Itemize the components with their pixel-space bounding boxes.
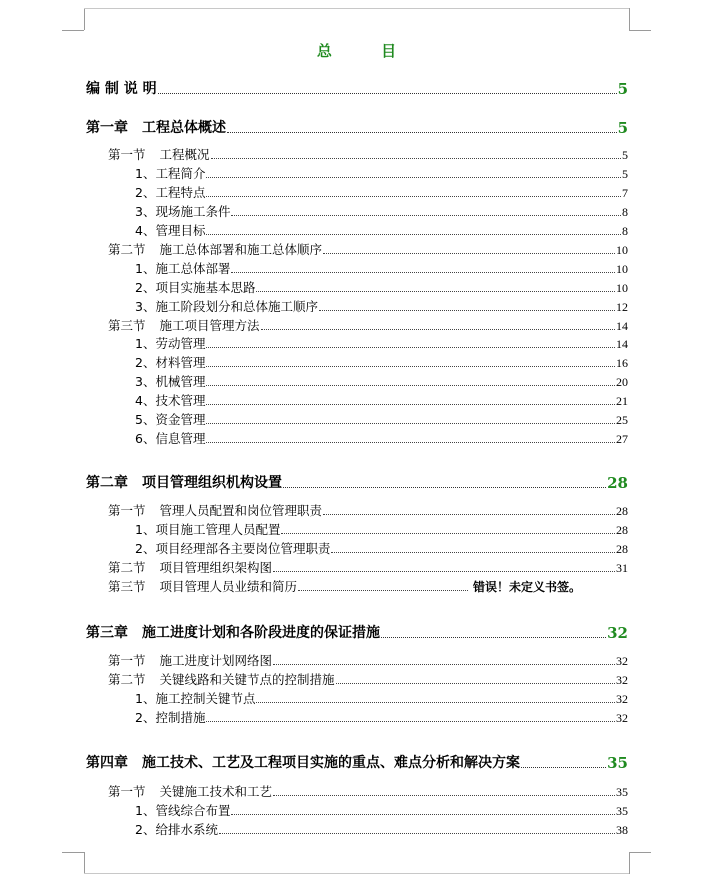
toc-page-number: 35 [607,754,628,772]
toc-section-number: 第一节 [108,147,146,162]
toc-entry-label: 3、施工阶段划分和总体施工顺序 [135,299,318,314]
toc-entry-label: 1、施工控制关键节点 [135,691,256,706]
toc-page-number: 28 [616,504,628,518]
toc-entry-section[interactable] [108,316,628,334]
toc-leader-dots [283,486,606,488]
toc-leader-dots [231,271,615,273]
toc-page-number: 10 [616,281,628,295]
toc-leader-dots [206,720,615,722]
toc-page-number: 20 [616,375,628,389]
toc-page-number: 8 [622,205,628,219]
toc-entry-section[interactable] [108,577,636,595]
toc-section-title: 关键施工技术和工艺 [159,784,273,799]
toc-page-number: 5 [622,148,628,162]
toc-entry-label: 1、项目施工管理人员配置 [135,522,281,537]
toc-entry-chapter[interactable] [86,117,628,137]
toc-leader-dots [158,92,617,94]
toc-entry-item[interactable] [135,410,628,428]
toc-entry-label: 4、管理目标 [135,223,206,238]
toc-leader-dots [298,589,468,591]
toc-page-number: 5 [622,167,628,181]
toc-page-number: 35 [616,804,628,818]
toc-leader-dots [256,701,615,703]
toc-section-title: 项目管理人员业绩和简历 [159,579,298,594]
toc-leader-dots [211,157,621,159]
toc-page-number: 28 [616,523,628,537]
toc-page-number: 31 [616,561,628,575]
toc-entry-item[interactable] [135,708,628,726]
toc-page-number: 27 [616,432,628,446]
toc-leader-dots [273,794,615,796]
toc-section-number: 第一节 [108,503,146,518]
toc-entry-section[interactable] [108,501,628,519]
toc-leader-dots [206,422,615,424]
toc-section-title: 施工项目管理方法 [159,318,260,333]
toc-entry-label [108,501,322,519]
toc-page-number: 12 [616,300,628,314]
toc-page-number: 28 [616,542,628,556]
toc-entry-item[interactable] [135,164,628,182]
toc-entry-label: 3、现场施工条件 [135,204,231,219]
toc-entry-item[interactable] [135,278,628,296]
toc-entry-label [108,240,322,258]
toc-entry-label: 第二章 项目管理组织机构设置 [86,475,282,491]
toc-entry-label: 编 制 说 明 [86,81,157,97]
toc-entry-item[interactable] [135,391,628,409]
toc-page-number: 10 [616,243,628,257]
toc-leader-dots [261,328,615,330]
toc-page-number: 14 [616,319,628,333]
toc-page-number: 35 [616,785,628,799]
toc-entry-item[interactable] [135,297,628,315]
toc-leader-dots [336,682,615,684]
toc-page-number: 5 [617,80,628,98]
toc-section-number: 第一节 [108,653,146,668]
toc-page-number: 14 [616,337,628,351]
toc-entry-item[interactable] [135,689,628,707]
toc-leader-dots [319,309,615,311]
toc-leader-dots [206,195,621,197]
toc-page-number: 16 [616,356,628,370]
toc-leader-dots [273,570,615,572]
toc-entry-label: 1、工程简介 [135,166,206,181]
toc-entry-chapter[interactable] [86,752,628,772]
toc-leader-dots [381,636,606,638]
toc-entry-item[interactable] [135,372,628,390]
toc-section-title: 施工总体部署和施工总体顺序 [159,242,323,257]
toc-entry-chapter[interactable] [86,472,628,492]
toc-page-number: 32 [616,673,628,687]
toc-entry-item[interactable] [135,259,628,277]
toc-entry-label: 2、工程特点 [135,185,206,200]
toc-page-number: 38 [616,823,628,837]
toc-leader-dots [323,252,615,254]
toc-page-number: 8 [622,224,628,238]
toc-section-title: 关键线路和关键节点的控制措施 [159,672,335,687]
toc-section-number: 第二节 [108,560,146,575]
toc-entry-section[interactable] [108,145,628,163]
toc-leader-dots [521,766,606,768]
toc-entry-item[interactable] [135,801,628,819]
toc-error-text: 错误！未定义书签。 [473,580,582,594]
toc-entry-label: 2、项目实施基本思路 [135,280,256,295]
toc-entry-label: 2、材料管理 [135,355,206,370]
toc-entry-chapter[interactable] [86,622,628,642]
toc-entry-item[interactable] [135,183,628,201]
page-title: 总 目 [316,42,419,60]
toc-entry-item[interactable] [135,429,628,447]
toc-entry-label: 1、施工总体部署 [135,261,231,276]
toc-leader-dots [281,532,615,534]
toc-entry-section[interactable] [108,558,628,576]
toc-entry-label: 3、机械管理 [135,374,206,389]
toc-leader-dots [206,403,615,405]
toc-leader-dots [227,131,617,133]
toc-leader-dots [273,663,615,665]
toc-entry-label: 1、管线综合布置 [135,803,231,818]
toc-leader-dots [231,214,621,216]
toc-entry-label [108,145,210,163]
toc-page-number: 32 [616,711,628,725]
toc-entry-item[interactable] [135,202,628,220]
toc-entry-section[interactable] [108,240,628,258]
toc-section-title: 工程概况 [159,147,210,162]
toc-section-number: 第一节 [108,784,146,799]
toc-section-number: 第二节 [108,672,146,687]
toc-entry-item[interactable] [135,820,628,838]
toc-section-number: 第三节 [108,579,146,594]
toc-entry-chapter[interactable] [86,78,628,98]
toc-entry-label: 第四章 施工技术、工艺及工程项目实施的重点、难点分析和解决方案 [86,755,520,771]
toc-entry-label: 5、资金管理 [135,412,206,427]
toc-entry-section[interactable] [108,651,628,669]
toc-entry-label: 4、技术管理 [135,393,206,408]
toc-entry-label: 6、信息管理 [135,431,206,446]
toc-entry-label [108,558,272,576]
toc-entry-label: 2、给排水系统 [135,822,218,837]
toc-leader-dots [323,513,615,515]
toc-entry-label [108,782,272,800]
toc-entry-label: 2、控制措施 [135,710,206,725]
toc-section-number: 第二节 [108,242,146,257]
toc-section-number: 第三节 [108,318,146,333]
toc-leader-dots [206,441,615,443]
toc-entry-label [108,316,260,334]
toc-page-number: 10 [616,262,628,276]
toc-leader-dots [231,813,615,815]
toc-section-title: 项目管理组织架构图 [159,560,273,575]
toc-page-number: 21 [616,394,628,408]
toc-leader-dots [206,233,621,235]
toc-leader-dots [256,290,615,292]
toc-leader-dots [331,551,615,553]
toc-entry-item[interactable] [135,520,628,538]
toc-page-number: 28 [607,474,628,492]
toc-entry-item[interactable] [135,334,628,352]
toc-leader-dots [206,176,621,178]
toc-entry-label [108,577,297,595]
toc-entry-section[interactable] [108,670,628,688]
toc-entry-label [108,670,335,688]
toc-leader-dots [206,346,615,348]
toc-section-title: 施工进度计划网络图 [159,653,273,668]
toc-page-number: 32 [616,692,628,706]
toc-entry-item[interactable] [135,221,628,239]
toc-page-number: 7 [622,186,628,200]
toc-leader-dots [206,384,615,386]
toc-page-number: 32 [616,654,628,668]
toc-entry-section[interactable] [108,782,628,800]
toc-section-title: 管理人员配置和岗位管理职责 [159,503,323,518]
toc-entry-item[interactable] [135,353,628,371]
toc-page-number: 5 [617,119,628,137]
toc-entry-label: 2、项目经理部各主要岗位管理职责 [135,541,331,556]
toc-entry-label: 第一章 工程总体概述 [86,120,226,136]
toc-entry-item[interactable] [135,539,628,557]
toc-entry-label [108,651,272,669]
toc-leader-dots [206,365,615,367]
toc-leader-dots [219,832,615,834]
toc-page-number: 25 [616,413,628,427]
toc-entry-label: 第三章 施工进度计划和各阶段进度的保证措施 [86,625,380,641]
toc-entry-label: 1、劳动管理 [135,336,206,351]
toc-page-number: 32 [607,624,628,642]
